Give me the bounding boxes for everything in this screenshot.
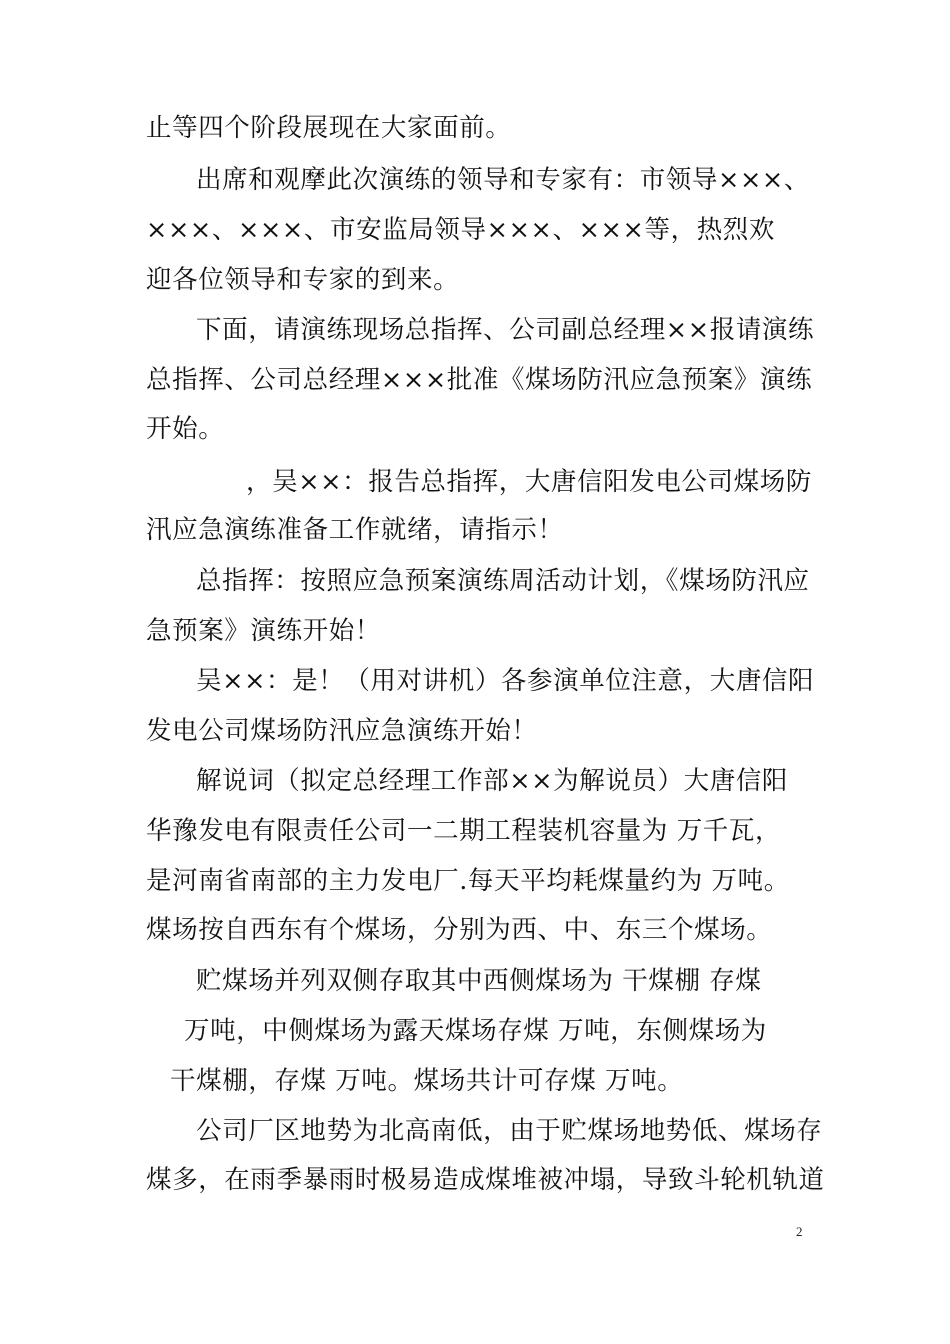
text-line: 贮煤场并列双侧存取其中西侧煤场为 干煤棚 存煤 bbox=[196, 966, 762, 996]
text-line: 是河南省南部的主力发电厂.每天平均耗煤量约为 万吨。 bbox=[146, 866, 790, 896]
text-line: 迎各位领导和专家的到来。 bbox=[146, 265, 460, 295]
text-line: 下面，请演练现场总指挥、公司副总经理××报请演练 bbox=[196, 315, 815, 345]
text-line: 出席和观摩此次演练的领导和专家有：市领导×××、 bbox=[196, 165, 810, 195]
text-line: 止等四个阶段展现在大家面前。 bbox=[146, 113, 512, 143]
text-line: 总指挥、公司总经理×××批准《煤场防汛应急预案》演练 bbox=[146, 365, 813, 395]
text-line: 干煤棚，存煤 万吨。煤场共计可存煤 万吨。 bbox=[170, 1066, 684, 1096]
page-number: 2 bbox=[796, 1224, 803, 1239]
text-line: 华豫发电有限责任公司一二期工程装机容量为 万千瓦， bbox=[146, 816, 782, 846]
text-line: 汛应急演练准备工作就绪，请指示！ bbox=[146, 515, 564, 545]
text-line: 总指挥：按照应急预案演练周活动计划，《煤场防汛应 bbox=[196, 566, 810, 596]
text-line: 急预案》演练开始！ bbox=[146, 616, 381, 646]
text-line: ×××、×××、市安监局领导×××、×××等，热烈欢 bbox=[146, 215, 775, 245]
text-line: 煤多，在雨季暴雨时极易造成煤堆被冲塌，导致斗轮机轨道 bbox=[146, 1165, 825, 1195]
text-line: 公司厂区地势为北高南低，由于贮煤场地势低、煤场存 bbox=[196, 1116, 823, 1146]
text-line: 万吨，中侧煤场为露天煤场存煤 万吨，东侧煤场为 bbox=[184, 1016, 767, 1046]
text-line: 解说词（拟定总经理工作部××为解说员）大唐信阳 bbox=[196, 766, 789, 796]
text-line: 发电公司煤场防汛应急演练开始！ bbox=[146, 716, 538, 746]
text-line: 吴××：是！（用对讲机）各参演单位注意，大唐信阳 bbox=[196, 666, 815, 696]
text-line: 开始。 bbox=[146, 414, 225, 444]
text-line: ，吴××：报告总指挥，大唐信阳发电公司煤场防 bbox=[246, 467, 812, 497]
text-line: 煤场按自西东有个煤场，分别为西、中、东三个煤场。 bbox=[146, 915, 773, 945]
